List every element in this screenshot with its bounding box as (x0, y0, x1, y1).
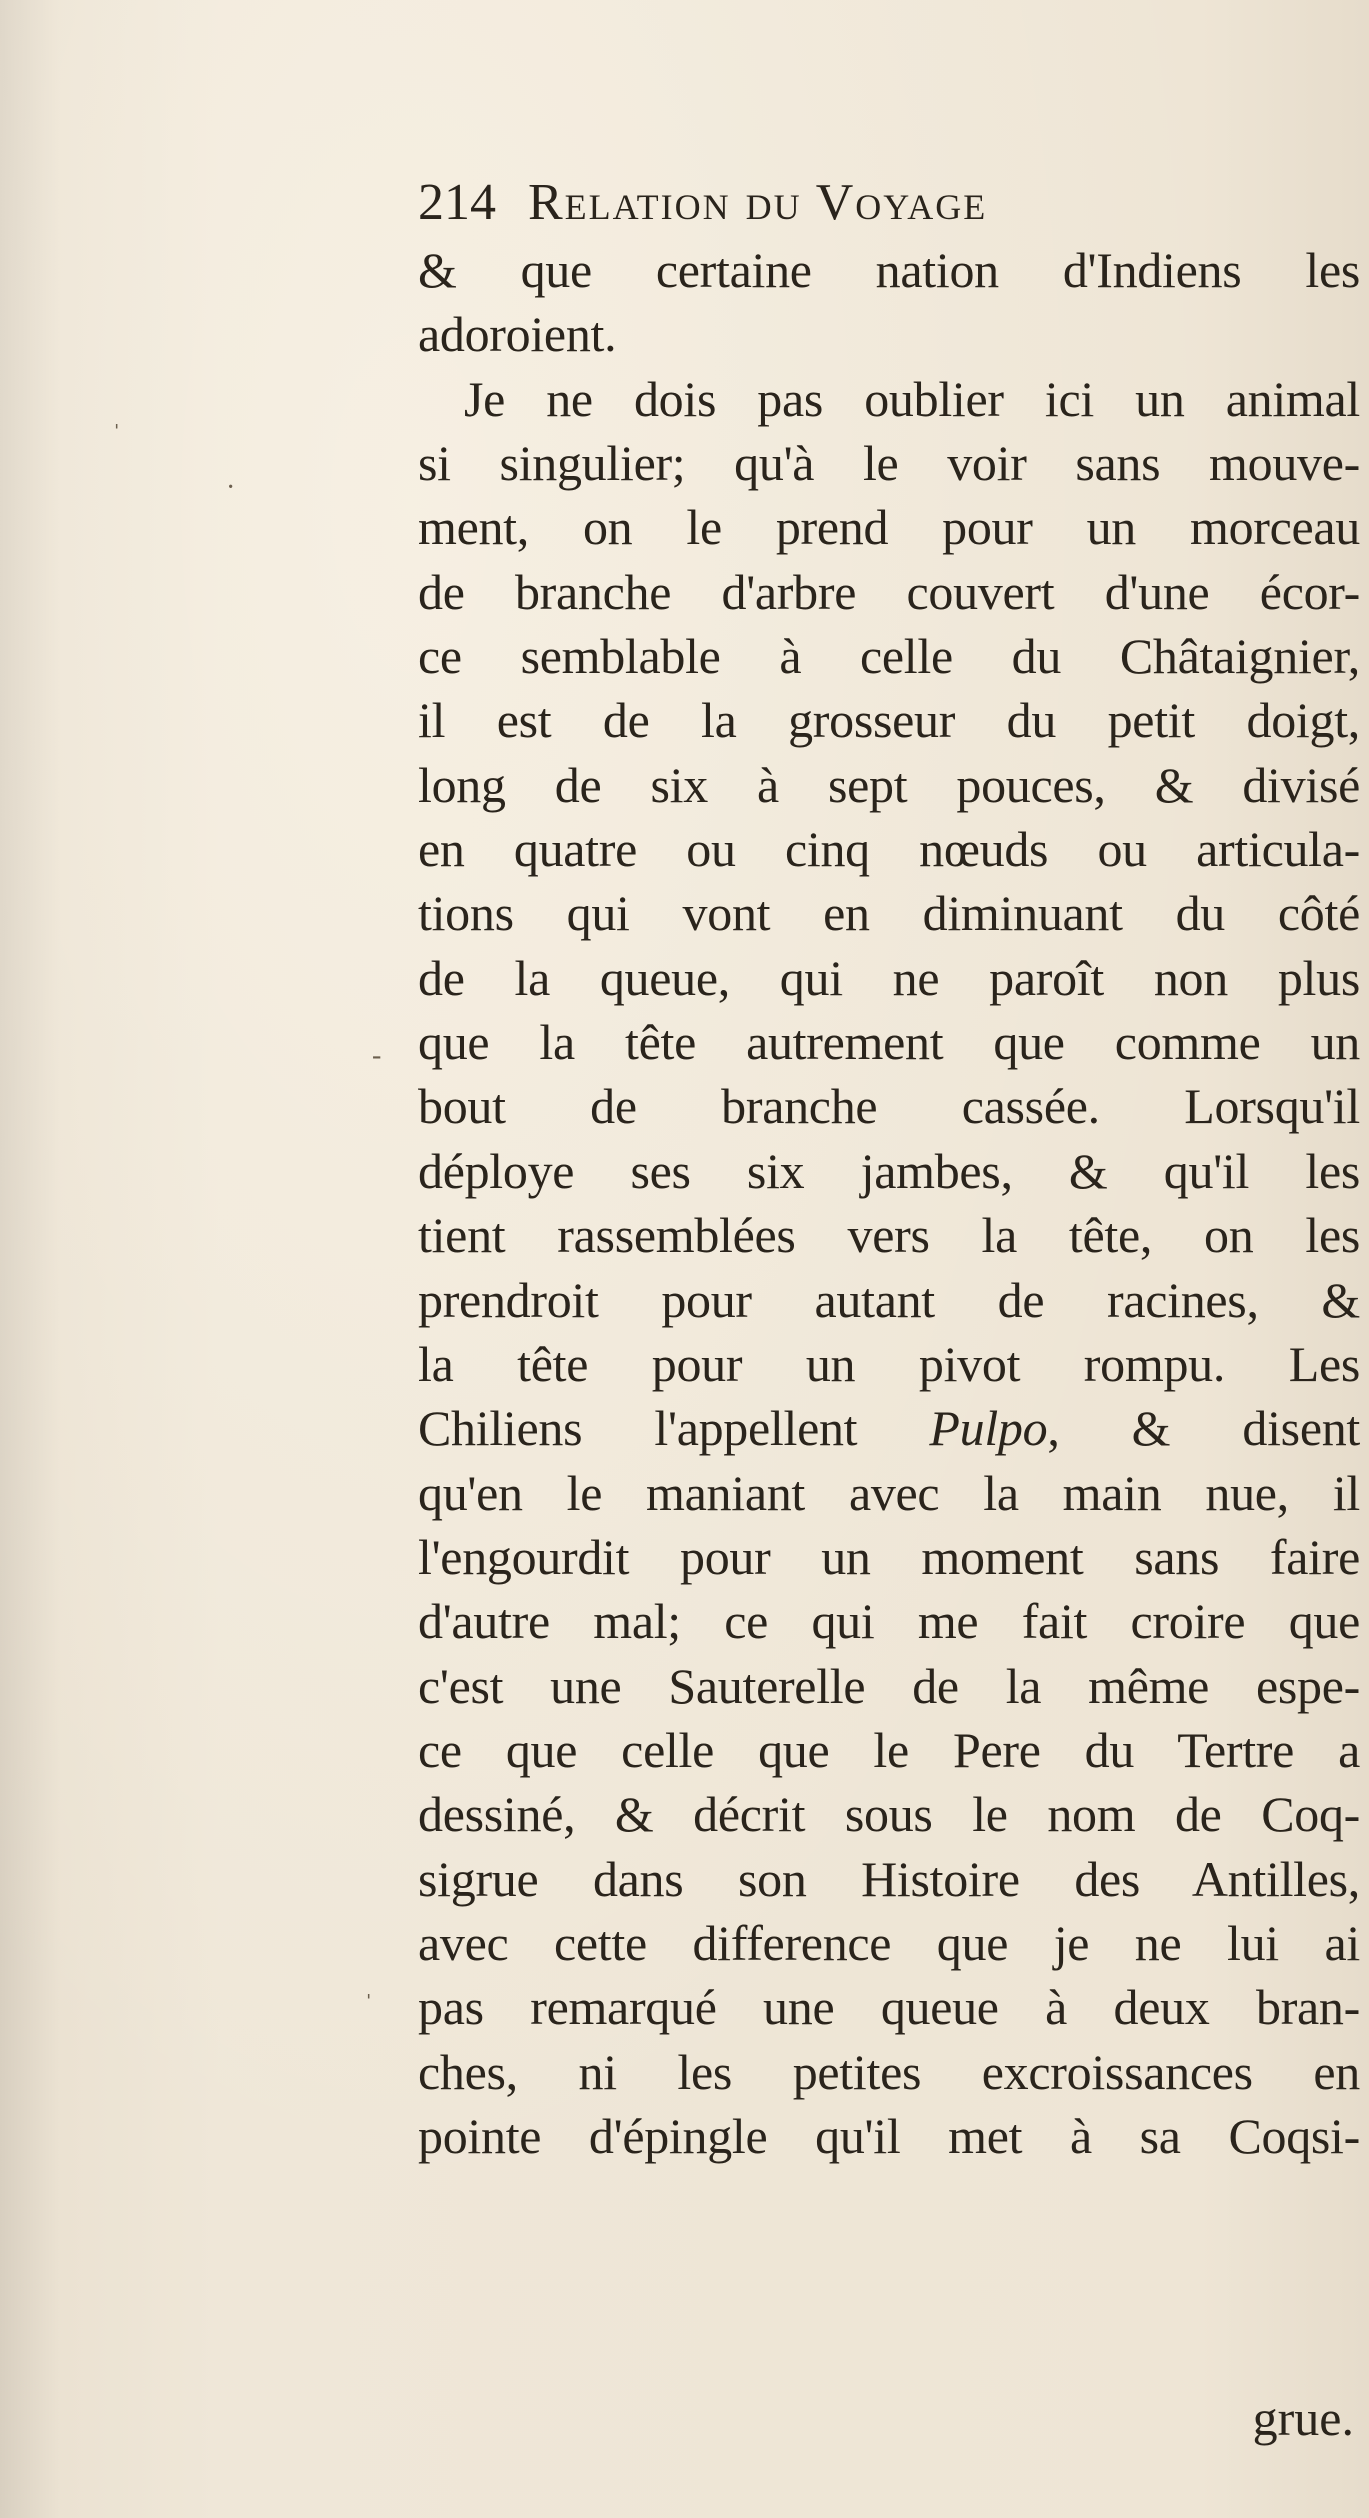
text-line: Je ne dois pas oublier ici un animal (464, 370, 1360, 427)
text-line: de la queue, qui ne paroît non plus (418, 949, 1360, 1006)
page-number: 214 (418, 174, 496, 231)
text-line: tient rassemblées vers la tête, on les (418, 1207, 1360, 1264)
text-line: Chiliens l'appellent Pulpo, & disent (418, 1400, 1361, 1457)
text-line: c'est une Sauterelle de la même espe- (418, 1657, 1360, 1714)
text-line: d'autre mal; ce qui me fait croire que (418, 1593, 1360, 1650)
text-line: sigrue dans son Histoire des Antilles, (418, 1850, 1360, 1907)
text-line: bout de branche cassée. Lorsqu'il (418, 1078, 1360, 1135)
text-line: en quatre ou cinq nœuds ou articula- (418, 821, 1360, 878)
running-title: Relation du Voyage (528, 174, 988, 231)
text-line: pointe d'épingle qu'il met à sa Coqsi- (418, 2107, 1360, 2164)
text-line: tions qui vont en diminuant du côté (418, 885, 1360, 942)
text-line: déploye ses six jambes, & qu'il les (418, 1142, 1360, 1199)
text-line: prendroit pour autant de racines, & (418, 1271, 1360, 1328)
text-line: il est de la grosseur du petit doigt, (418, 692, 1360, 749)
text-line: dessiné, & décrit sous le nom de Coq- (418, 1786, 1360, 1843)
text-line: qu'en le maniant avec la main nue, il (418, 1464, 1360, 1521)
text-line: ches, ni les petites excroissances en (418, 2043, 1360, 2100)
text-line: la tête pour un pivot rompu. Les (418, 1335, 1360, 1392)
body-text (418, 238, 1361, 2446)
paper-speck: ˈ (112, 420, 122, 451)
text-line: ce semblable à celle du Châtaignier, (418, 628, 1360, 685)
text-line: avec cette difference que je ne lui ai (418, 1914, 1360, 1971)
running-header (418, 168, 1278, 238)
text-line: que la tête autrement que comme un (418, 1014, 1360, 1071)
catchword: grue. (1252, 2390, 1354, 2446)
paper-speck: ˈ (364, 1990, 374, 2021)
italic-word: Pulpo (929, 1400, 1048, 1457)
text-line: & que certaine nation d'Indiens les (418, 242, 1360, 298)
text-line: adoroient. (418, 306, 617, 363)
text-line: ce que celle que le Pere du Tertre a (418, 1721, 1360, 1778)
text-line: long de six à sept pouces, & divisé (418, 756, 1360, 813)
text-line: pas remarqué une queue à deux bran- (418, 1979, 1360, 2036)
text-line: ment, on le prend pour un morceau (418, 499, 1360, 556)
text-line: l'engourdit pour un moment sans faire (418, 1528, 1360, 1585)
paper-speck: - (372, 1040, 382, 1071)
text-line: si singulier; qu'à le voir sans mouve- (418, 435, 1360, 492)
text-line: de branche d'arbre couvert d'une écor- (418, 563, 1360, 620)
paper-speck: · (226, 472, 236, 503)
